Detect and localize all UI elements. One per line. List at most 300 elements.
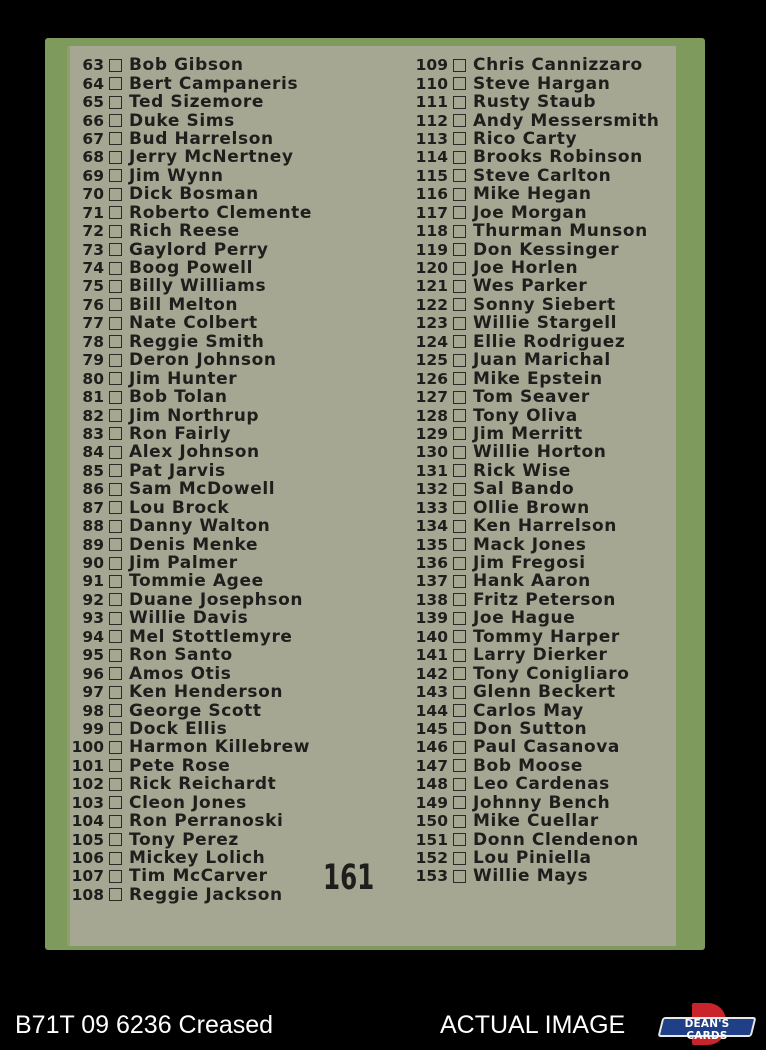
checklist-card (45, 38, 705, 950)
checkbox-icon (109, 280, 122, 293)
checkbox-icon (109, 317, 122, 330)
card-num: 141 (415, 646, 448, 665)
player-name: Don Kessinger (473, 239, 620, 260)
checkbox-icon (453, 741, 466, 754)
checklist-entry (70, 240, 312, 258)
checkbox-icon (109, 262, 122, 275)
card-num: 109 (415, 56, 448, 75)
checklist-entry (415, 111, 660, 129)
card-num: 106 (71, 849, 104, 868)
player-name: Ollie Brown (473, 497, 590, 518)
player-name: Mack Jones (473, 534, 587, 555)
checkbox-icon (109, 225, 122, 238)
checklist-entry (70, 480, 312, 498)
card-num: 79 (82, 351, 104, 370)
player-name: Amos Otis (129, 663, 232, 684)
player-name: Cleon Jones (129, 792, 247, 813)
checkbox-icon (109, 59, 122, 72)
card-num: 136 (415, 554, 448, 573)
player-name: Ken Henderson (129, 682, 284, 703)
card-num: 96 (82, 664, 104, 683)
checklist-entry (70, 167, 312, 185)
player-name: Mike Cuellar (473, 811, 599, 832)
card-number: 161 (323, 858, 375, 898)
card-num: 130 (415, 443, 448, 462)
card-num: 66 (82, 111, 104, 130)
player-name: Hank Aaron (473, 571, 591, 592)
checklist-entry (415, 480, 660, 498)
checkbox-icon (453, 206, 466, 219)
checkbox-icon (109, 298, 122, 311)
player-name: Ken Harrelson (473, 516, 617, 537)
checkbox-icon (109, 575, 122, 588)
card-num: 153 (415, 867, 448, 886)
checklist-entry (415, 830, 660, 848)
player-name: Dick Bosman (129, 184, 259, 205)
checklist-entry (415, 462, 660, 480)
checkbox-icon (453, 464, 466, 477)
checkbox-icon (453, 704, 466, 717)
player-name: Bill Melton (129, 294, 239, 315)
card-num: 78 (82, 332, 104, 351)
checkbox-icon (453, 317, 466, 330)
player-name: Bud Harrelson (129, 128, 274, 149)
card-num: 152 (415, 849, 448, 868)
checklist-entry (70, 517, 312, 535)
player-name: Donn Clendenon (473, 829, 639, 850)
checkbox-icon (109, 888, 122, 901)
card-num: 98 (82, 701, 104, 720)
checklist-entry (70, 794, 312, 812)
player-name: Boog Powell (129, 258, 254, 279)
card-num: 107 (71, 867, 104, 886)
player-name: Tom Seaver (473, 387, 590, 408)
player-name: Rich Reese (129, 221, 240, 242)
player-name: Jerry McNertney (129, 147, 294, 168)
checklist-entry (415, 296, 660, 314)
checklist-entry (415, 664, 660, 682)
player-name: Bob Gibson (129, 55, 244, 76)
checklist-entry (70, 572, 312, 590)
card-num: 123 (415, 314, 448, 333)
checkbox-icon (453, 686, 466, 699)
card-num: 116 (415, 185, 448, 204)
checklist-entry (70, 462, 312, 480)
player-name: Willie Mays (473, 866, 589, 887)
card-num: 140 (415, 627, 448, 646)
player-name: Jim Merritt (473, 423, 583, 444)
checkbox-icon (453, 409, 466, 422)
card-num: 131 (415, 461, 448, 480)
player-name: Bob Tolan (129, 387, 228, 408)
player-name: Joe Hague (473, 608, 576, 629)
checklist-entry (70, 351, 312, 369)
card-num: 139 (415, 609, 448, 628)
player-name: George Scott (129, 700, 262, 721)
checklist-entry (415, 130, 660, 148)
checklist-entry (415, 167, 660, 185)
checklist-entry (70, 204, 312, 222)
checkbox-icon (453, 225, 466, 238)
checklist-entry (415, 572, 660, 590)
checkbox-icon (453, 188, 466, 201)
card-num: 112 (415, 111, 448, 130)
checkbox-icon (453, 759, 466, 772)
card-num: 92 (82, 590, 104, 609)
checkbox-icon (109, 612, 122, 625)
checkbox-icon (453, 870, 466, 883)
checklist-entry (415, 148, 660, 166)
checkbox-icon (109, 409, 122, 422)
checkbox-icon (453, 280, 466, 293)
player-name: Jim Northrup (129, 405, 260, 426)
checkbox-icon (109, 77, 122, 90)
checklist-entry (70, 148, 312, 166)
checkbox-icon (109, 501, 122, 514)
checkbox-icon (109, 833, 122, 846)
player-name: Tony Oliva (473, 405, 578, 426)
card-num: 113 (415, 129, 448, 148)
player-name: Carlos May (473, 700, 584, 721)
inventory-caption: B71T 09 6236 Creased (15, 1011, 274, 1039)
checkbox-icon (109, 464, 122, 477)
card-num: 117 (415, 203, 448, 222)
player-name: Mel Stottlemyre (129, 626, 293, 647)
player-name: Rico Carty (473, 128, 578, 149)
checkbox-icon (109, 870, 122, 883)
card-num: 126 (415, 369, 448, 388)
card-face (67, 46, 676, 946)
checklist-entry (70, 812, 312, 830)
card-num: 137 (415, 572, 448, 591)
player-name: Bob Moose (473, 755, 584, 776)
checklist-entry (70, 849, 312, 867)
player-name: Duke Sims (129, 110, 235, 131)
card-num: 93 (82, 609, 104, 628)
card-num: 124 (415, 332, 448, 351)
checklist-entry (70, 499, 312, 517)
checkbox-icon (453, 520, 466, 533)
player-name: Larry Dierker (473, 645, 608, 666)
checklist-entry (415, 794, 660, 812)
checklist-entry (415, 591, 660, 609)
card-num: 121 (415, 277, 448, 296)
checklist-entry (70, 554, 312, 572)
checklist-entry (70, 720, 312, 738)
card-num: 144 (415, 701, 448, 720)
player-name: Juan Marichal (473, 350, 611, 371)
player-name: Deron Johnson (129, 350, 277, 371)
checkbox-icon (453, 815, 466, 828)
checkbox-icon (109, 667, 122, 680)
player-name: Sal Bando (473, 479, 575, 500)
checklist-entry (70, 56, 312, 74)
card-num: 67 (82, 129, 104, 148)
player-name: Jim Fregosi (473, 553, 586, 574)
checkbox-icon (453, 612, 466, 625)
checklist-entry (70, 222, 312, 240)
player-name: Lou Brock (129, 497, 230, 518)
player-name: Tony Perez (129, 829, 239, 850)
checklist-entry (70, 111, 312, 129)
checklist-entry (415, 812, 660, 830)
checklist-entry (70, 259, 312, 277)
card-num: 132 (415, 480, 448, 499)
checklist-entry (70, 683, 312, 701)
checkbox-icon (109, 354, 122, 367)
checkbox-icon (109, 557, 122, 570)
checkbox-icon (453, 114, 466, 127)
checkbox-icon (453, 446, 466, 459)
card-num: 87 (82, 498, 104, 517)
checkbox-icon (109, 759, 122, 772)
card-num: 110 (415, 74, 448, 93)
checkbox-icon (453, 151, 466, 164)
card-num: 127 (415, 388, 448, 407)
card-num: 64 (82, 74, 104, 93)
checklist-entry (70, 93, 312, 111)
checkbox-icon (453, 483, 466, 496)
player-name: Ted Sizemore (129, 92, 264, 113)
checklist-entry (415, 277, 660, 295)
card-num: 91 (82, 572, 104, 591)
checklist-entry (415, 720, 660, 738)
checkbox-icon (453, 243, 466, 256)
checklist-entry (70, 333, 312, 351)
checklist-entry (70, 628, 312, 646)
player-name: Rick Wise (473, 460, 571, 481)
checkbox-icon (453, 59, 466, 72)
card-num: 119 (415, 240, 448, 259)
card-num: 104 (71, 812, 104, 831)
actual-image-label: ACTUAL IMAGE (440, 1011, 626, 1039)
checklist-entry (70, 775, 312, 793)
player-name: Ron Perranoski (129, 811, 284, 832)
checkbox-icon (109, 169, 122, 182)
card-num: 70 (82, 185, 104, 204)
player-name: Danny Walton (129, 516, 271, 537)
card-num: 135 (415, 535, 448, 554)
checklist-entry (415, 369, 660, 387)
player-name: Johnny Bench (473, 792, 611, 813)
checklist-entry (415, 56, 660, 74)
checklist-entry (70, 443, 312, 461)
checklist-entry (415, 351, 660, 369)
player-name: Thurman Munson (473, 221, 648, 242)
checkbox-icon (453, 852, 466, 865)
card-num: 103 (71, 793, 104, 812)
card-num: 143 (415, 683, 448, 702)
checkbox-icon (109, 335, 122, 348)
card-num: 148 (415, 775, 448, 794)
card-num: 150 (415, 812, 448, 831)
checklist-entry (415, 757, 660, 775)
player-name: Andy Messersmith (473, 110, 660, 131)
card-num: 149 (415, 793, 448, 812)
checklist-entry (415, 443, 660, 461)
checkbox-icon (453, 667, 466, 680)
checklist-entry (70, 314, 312, 332)
player-name: Mike Epstein (473, 368, 603, 389)
card-num: 111 (415, 93, 448, 112)
player-name: Ron Santo (129, 645, 233, 666)
checklist-entry (415, 628, 660, 646)
checklist-entry (70, 185, 312, 203)
logo-text: DEAN'S CARDS (684, 1018, 730, 1042)
checkbox-icon (453, 796, 466, 809)
card-num: 138 (415, 590, 448, 609)
player-name: Duane Josephson (129, 589, 304, 610)
checkbox-icon (109, 593, 122, 606)
checklist-entry (70, 369, 312, 387)
checklist-entry (415, 517, 660, 535)
checklist-entry (70, 296, 312, 314)
checkbox-icon (453, 778, 466, 791)
card-num: 88 (82, 517, 104, 536)
card-num: 95 (82, 646, 104, 665)
card-num: 81 (82, 388, 104, 407)
checkbox-icon (109, 722, 122, 735)
checklist-entry (415, 775, 660, 793)
player-name: Rick Reichardt (129, 774, 277, 795)
checkbox-icon (453, 262, 466, 275)
checkbox-icon (109, 686, 122, 699)
checkbox-icon (109, 96, 122, 109)
checklist-entry (70, 646, 312, 664)
checkbox-icon (109, 741, 122, 754)
checkbox-icon (453, 501, 466, 514)
checkbox-icon (109, 796, 122, 809)
player-name: Ron Fairly (129, 423, 231, 444)
player-name: Sam McDowell (129, 479, 276, 500)
player-name: Jim Palmer (129, 553, 238, 574)
card-num: 86 (82, 480, 104, 499)
card-num: 118 (415, 222, 448, 241)
checkbox-icon (453, 557, 466, 570)
checklist-entry (415, 185, 660, 203)
checkbox-icon (109, 372, 122, 385)
player-name: Tommie Agee (129, 571, 264, 592)
checkbox-icon (453, 593, 466, 606)
player-name: Dock Ellis (129, 718, 228, 739)
player-name: Jim Wynn (129, 165, 224, 186)
checkbox-icon (109, 206, 122, 219)
checklist-entry (70, 757, 312, 775)
card-num: 151 (415, 830, 448, 849)
player-name: Harmon Killebrew (129, 737, 311, 758)
player-name: Bert Campaneris (129, 73, 299, 94)
checklist-entry (415, 499, 660, 517)
card-num: 100 (71, 738, 104, 757)
checklist-entry (415, 609, 660, 627)
deans-cards-logo (658, 1003, 754, 1047)
checklist-entry (70, 867, 312, 885)
card-num: 122 (415, 295, 448, 314)
card-num: 129 (415, 424, 448, 443)
player-name: Gaylord Perry (129, 239, 269, 260)
checklist-entry (70, 664, 312, 682)
checklist-entry (70, 406, 312, 424)
card-num: 101 (71, 756, 104, 775)
checklist-entry (415, 314, 660, 332)
player-name: Wes Parker (473, 276, 588, 297)
player-name: Tommy Harper (473, 626, 620, 647)
checkbox-icon (109, 704, 122, 717)
checkbox-icon (109, 132, 122, 145)
card-num: 120 (415, 259, 448, 278)
card-num: 115 (415, 166, 448, 185)
checklist-entry (70, 609, 312, 627)
player-name: Steve Carlton (473, 165, 612, 186)
checkbox-icon (453, 335, 466, 348)
player-name: Pat Jarvis (129, 460, 226, 481)
card-num: 74 (82, 259, 104, 278)
checkbox-icon (453, 427, 466, 440)
card-num: 75 (82, 277, 104, 296)
card-num: 65 (82, 93, 104, 112)
card-num: 71 (82, 203, 104, 222)
card-num: 85 (82, 461, 104, 480)
player-name: Paul Casanova (473, 737, 620, 758)
card-num: 77 (82, 314, 104, 333)
card-num: 72 (82, 222, 104, 241)
checkbox-icon (453, 833, 466, 846)
checkbox-icon (109, 852, 122, 865)
card-num: 128 (415, 406, 448, 425)
card-num: 102 (71, 775, 104, 794)
checkbox-icon (109, 243, 122, 256)
player-name: Lou Piniella (473, 848, 592, 869)
player-name: Willie Horton (473, 442, 607, 463)
card-num: 69 (82, 166, 104, 185)
checkbox-icon (109, 114, 122, 127)
card-num: 90 (82, 554, 104, 573)
card-num: 142 (415, 664, 448, 683)
player-name: Brooks Robinson (473, 147, 643, 168)
checkbox-icon (453, 96, 466, 109)
player-name: Leo Cardenas (473, 774, 610, 795)
checkbox-icon (453, 132, 466, 145)
checkbox-icon (453, 77, 466, 90)
card-num: 114 (415, 148, 448, 167)
player-name: Willie Davis (129, 608, 249, 629)
checklist-entry (415, 406, 660, 424)
checkbox-icon (109, 520, 122, 533)
checkbox-icon (109, 815, 122, 828)
checklist-entry (70, 535, 312, 553)
card-num: 146 (415, 738, 448, 757)
card-num: 82 (82, 406, 104, 425)
checklist-entry (70, 886, 312, 904)
checklist-entry (415, 683, 660, 701)
checkbox-icon (453, 298, 466, 311)
checkbox-icon (453, 391, 466, 404)
checklist-entry (415, 867, 660, 885)
player-name: Glenn Beckert (473, 682, 616, 703)
player-name: Ellie Rodriguez (473, 331, 626, 352)
checklist-entry (415, 646, 660, 664)
checklist-entry (415, 222, 660, 240)
checkbox-icon (453, 649, 466, 662)
checklist-entry (415, 425, 660, 443)
card-num: 68 (82, 148, 104, 167)
checklist-entry (415, 701, 660, 719)
checklist-entry (70, 130, 312, 148)
checkbox-icon (109, 630, 122, 643)
player-name: Fritz Peterson (473, 589, 617, 610)
checklist-entry (70, 425, 312, 443)
checkbox-icon (109, 391, 122, 404)
